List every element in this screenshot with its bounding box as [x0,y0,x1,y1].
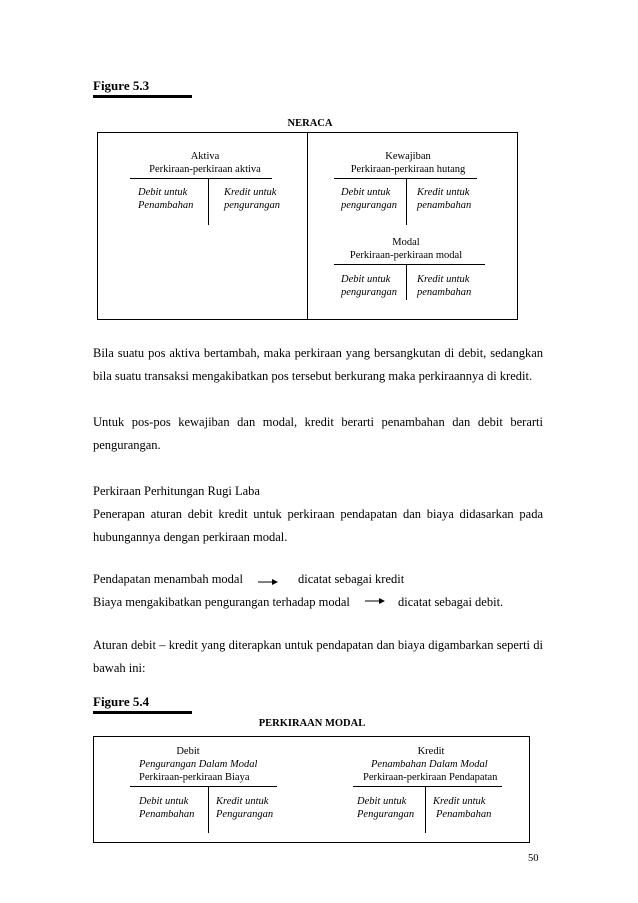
paragraph-aktiva-rule: Bila suatu pos aktiva bertambah, maka perkiraan yang bersangkutan di debit, sedangkan bila suatu transaksi mengakibatkan pos tersebut berkurang maka perkiraannya di kredit. [93,346,543,383]
figure-5-3-underline [93,95,192,98]
aktiva-kredit-line2: pengurangan [224,200,280,211]
arrow-right-icon [258,578,278,586]
debit-right-line1: Kredit untuk [216,796,269,807]
debit-t-horizontal [130,786,277,787]
aktiva-debit-line1: Debit untuk [138,187,188,198]
rule-biaya-left: Biaya mengakibatkan pengurangan terhadap modal [93,595,350,609]
paragraph-aturan-debit-kredit: Aturan debit – kredit yang diterapkan untuk pendapatan dan biaya digambarkan seperti di bawah ini: [93,638,543,675]
debit-t-vertical [208,786,209,833]
subheading-rugi-laba: Perkiraan Perhitungan Rugi Laba [93,484,260,498]
modal-t-vertical [406,264,407,300]
aktiva-t-vertical [208,178,209,225]
neraca-center-divider [307,132,308,320]
kredit-subheading-1: Penambahan Dalam Modal [371,759,488,770]
aktiva-heading: Aktiva [190,151,220,162]
kredit-t-vertical [425,786,426,833]
kewajiban-kredit-line1: Kredit untuk [417,187,470,198]
rule-pendapatan-left: Pendapatan menambah modal [93,572,243,586]
kredit-left-line1: Debit untuk [357,796,407,807]
modal-heading: Modal [392,237,420,248]
aktiva-kredit-line1: Kredit untuk [224,187,277,198]
kewajiban-kredit-line2: penambahan [417,200,472,211]
arrow-right-icon [365,597,385,605]
kredit-t-horizontal [353,786,502,787]
debit-left-line1: Debit untuk [139,796,189,807]
paragraph-pendapatan-biaya: Penerapan aturan debit kredit untuk perkiraan pendapatan dan biaya didasarkan pada hubungannya dengan perkiraan modal. [93,507,543,544]
modal-debit-line2: pengurangan [341,287,397,298]
kewajiban-subheading: Perkiraan-perkiraan hutang [350,164,466,175]
neraca-title: NERACA [287,118,333,129]
figure-5-3-label: Figure 5.3 [93,78,150,93]
paragraph-kewajiban-modal-rule: Untuk pos-pos kewajiban dan modal, kredit berarti penambahan dan debit berarti pengurangan. [93,415,543,452]
rule-pendapatan-right: dicatat sebagai kredit [298,572,405,586]
modal-kredit-line1: Kredit untuk [417,274,470,285]
kredit-left-line2: Pengurangan [357,809,415,820]
aktiva-subheading: Perkiraan-perkiraan aktiva [149,164,261,175]
debit-subheading-2: Perkiraan-perkiraan Biaya [139,772,250,783]
debit-heading: Debit [176,746,200,757]
kewajiban-heading: Kewajiban [385,151,431,162]
modal-kredit-line2: penambahan [417,287,472,298]
perkiraan-modal-title: PERKIRAAN MODAL [258,718,366,729]
kewajiban-debit-line2: pengurangan [341,200,397,211]
modal-debit-line1: Debit untuk [341,274,391,285]
debit-right-line2: Pengurangan [216,809,274,820]
kewajiban-t-vertical [406,178,407,225]
aktiva-debit-line2: Penambahan [138,200,194,211]
aktiva-t-horizontal [130,178,272,179]
rule-biaya-right: dicatat sebagai debit. [398,595,504,609]
kredit-right-line1: Kredit untuk [433,796,486,807]
kredit-right-line2: Penambahan [436,809,492,820]
modal-t-horizontal [334,264,485,265]
debit-left-line2: Penambahan [139,809,195,820]
debit-subheading-1: Pengurangan Dalam Modal [139,759,258,770]
figure-5-4-underline [93,711,192,714]
kredit-heading: Kredit [417,746,445,757]
figure-5-4-label: Figure 5.4 [93,694,150,709]
kewajiban-debit-line1: Debit untuk [341,187,391,198]
kredit-subheading-2: Perkiraan-perkiraan Pendapatan [363,772,498,783]
page-number: 50 [528,853,539,864]
modal-subheading: Perkiraan-perkiraan modal [349,250,463,261]
